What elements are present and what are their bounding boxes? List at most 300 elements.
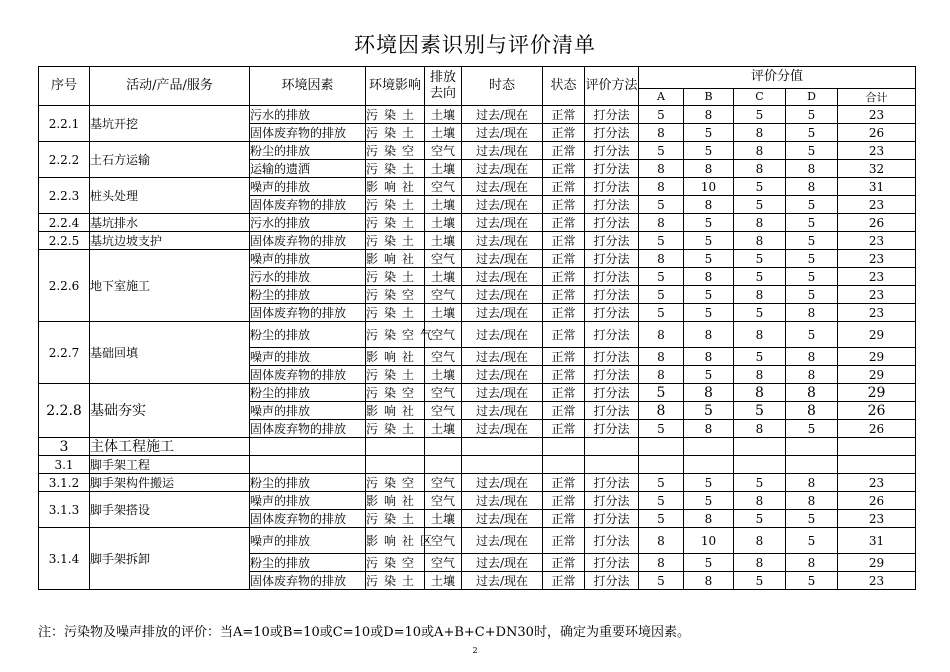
tense-cell: 过去/现在 — [462, 402, 543, 420]
score-a-cell: 5 — [639, 572, 684, 590]
state-cell: 正常 — [543, 420, 585, 438]
impact-cell: 污染土 — [366, 510, 425, 528]
score-d-cell: 8 — [786, 348, 838, 366]
method-cell: 打分法 — [585, 304, 639, 322]
score-b-cell: 8 — [684, 106, 734, 124]
activity-cell: 基坑开挖 — [90, 106, 250, 142]
method-cell: 打分法 — [585, 420, 639, 438]
tense-cell: 过去/现在 — [462, 366, 543, 384]
tense-cell: 过去/现在 — [462, 142, 543, 160]
score-c-cell: 8 — [734, 124, 786, 142]
impact-cell: 污染土 — [366, 572, 425, 590]
method-cell: 打分法 — [585, 268, 639, 286]
factor-cell: 粉尘的排放 — [250, 286, 366, 304]
direction-cell — [425, 456, 462, 474]
score-d-cell: 8 — [786, 402, 838, 420]
table-row — [39, 106, 916, 124]
seq-cell: 3.1 — [39, 456, 90, 474]
score-c-cell — [734, 456, 786, 474]
state-cell: 正常 — [543, 384, 585, 402]
table-row — [39, 250, 916, 268]
factor-cell: 粉尘的排放 — [250, 384, 366, 402]
score-a-cell: 5 — [639, 268, 684, 286]
score-total-cell: 32 — [838, 160, 916, 178]
score-d-cell: 5 — [786, 106, 838, 124]
tense-cell: 过去/现在 — [462, 268, 543, 286]
score-a-cell: 8 — [639, 250, 684, 268]
table-row — [39, 384, 916, 402]
score-b-cell: 5 — [684, 142, 734, 160]
impact-cell: 污染土 — [366, 196, 425, 214]
score-total-cell: 23 — [838, 142, 916, 160]
score-total-cell: 23 — [838, 250, 916, 268]
tense-cell: 过去/现在 — [462, 214, 543, 232]
state-cell — [543, 456, 585, 474]
score-b-cell: 8 — [684, 348, 734, 366]
score-d-cell — [786, 456, 838, 474]
impact-cell: 影响社 — [366, 492, 425, 510]
score-d-cell: 8 — [786, 492, 838, 510]
state-cell: 正常 — [543, 214, 585, 232]
tense-cell: 过去/现在 — [462, 348, 543, 366]
factor-cell: 固体废弃物的排放 — [250, 196, 366, 214]
table-row — [39, 456, 916, 474]
score-a-cell: 5 — [639, 510, 684, 528]
score-c-cell: 5 — [734, 304, 786, 322]
score-c-cell: 8 — [734, 322, 786, 348]
score-d-cell: 5 — [786, 322, 838, 348]
factor-cell: 噪声的排放 — [250, 178, 366, 196]
table-body — [39, 106, 916, 590]
factor-cell: 运输的遗洒 — [250, 160, 366, 178]
score-a-cell: 5 — [639, 384, 684, 402]
score-total-cell — [838, 438, 916, 456]
tense-cell: 过去/现在 — [462, 528, 543, 554]
state-cell: 正常 — [543, 142, 585, 160]
score-a-cell: 8 — [639, 402, 684, 420]
impact-cell — [366, 438, 425, 456]
score-c-cell: 8 — [734, 384, 786, 402]
method-cell: 打分法 — [585, 510, 639, 528]
method-cell: 打分法 — [585, 106, 639, 124]
method-cell: 打分法 — [585, 196, 639, 214]
impact-cell: 污染土 — [366, 304, 425, 322]
tense-cell: 过去/现在 — [462, 160, 543, 178]
table-row — [39, 438, 916, 456]
tense-cell — [462, 438, 543, 456]
score-a-cell: 5 — [639, 304, 684, 322]
factor-cell — [250, 456, 366, 474]
seq-cell: 2.2.3 — [39, 178, 90, 214]
score-d-cell: 8 — [786, 304, 838, 322]
direction-cell: 空气 — [425, 492, 462, 510]
method-cell: 打分法 — [585, 124, 639, 142]
activity-cell: 脚手架工程 — [90, 456, 250, 474]
state-cell: 正常 — [543, 528, 585, 554]
factor-cell: 噪声的排放 — [250, 528, 366, 554]
score-c-cell: 8 — [734, 142, 786, 160]
score-a-cell: 5 — [639, 286, 684, 304]
score-c-cell: 8 — [734, 554, 786, 572]
seq-cell: 2.2.8 — [39, 384, 90, 438]
impact-cell: 污染土 — [366, 124, 425, 142]
score-d-cell: 8 — [786, 366, 838, 384]
state-cell: 正常 — [543, 268, 585, 286]
state-cell: 正常 — [543, 232, 585, 250]
direction-cell: 土壤 — [425, 214, 462, 232]
score-b-cell: 5 — [684, 214, 734, 232]
activity-cell: 脚手架搭设 — [90, 492, 250, 528]
impact-cell: 污染空 — [366, 286, 425, 304]
factor-cell: 固体废弃物的排放 — [250, 232, 366, 250]
method-cell: 打分法 — [585, 286, 639, 304]
state-cell: 正常 — [543, 510, 585, 528]
score-b-cell: 10 — [684, 528, 734, 554]
impact-cell: 污染土 — [366, 160, 425, 178]
tense-cell: 过去/现在 — [462, 124, 543, 142]
score-a-cell — [639, 438, 684, 456]
factor-cell: 噪声的排放 — [250, 492, 366, 510]
score-d-cell: 8 — [786, 384, 838, 402]
score-total-cell: 26 — [838, 492, 916, 510]
state-cell: 正常 — [543, 124, 585, 142]
method-cell — [585, 438, 639, 456]
direction-cell: 空气 — [425, 402, 462, 420]
score-a-cell: 8 — [639, 366, 684, 384]
impact-cell: 污染空 — [366, 554, 425, 572]
score-total-cell: 23 — [838, 268, 916, 286]
score-d-cell: 5 — [786, 268, 838, 286]
impact-cell: 污染土 — [366, 106, 425, 124]
header-state: 状态 — [543, 67, 585, 106]
activity-cell: 主体工程施工 — [90, 438, 250, 456]
score-b-cell: 5 — [684, 492, 734, 510]
score-total-cell: 29 — [838, 348, 916, 366]
score-d-cell: 8 — [786, 160, 838, 178]
header-score-a: A — [639, 88, 684, 105]
method-cell: 打分法 — [585, 554, 639, 572]
tense-cell: 过去/现在 — [462, 304, 543, 322]
activity-cell: 脚手架构件搬运 — [90, 474, 250, 492]
score-b-cell: 5 — [684, 250, 734, 268]
score-c-cell: 5 — [734, 572, 786, 590]
seq-cell: 2.2.1 — [39, 106, 90, 142]
header-seq: 序号 — [39, 67, 90, 106]
direction-cell — [425, 438, 462, 456]
score-c-cell: 5 — [734, 348, 786, 366]
direction-cell: 土壤 — [425, 232, 462, 250]
header-scores: 评价分值 — [639, 67, 916, 89]
direction-cell: 空气 — [425, 348, 462, 366]
tense-cell: 过去/现在 — [462, 250, 543, 268]
table-row — [39, 214, 916, 232]
page-number: 2 — [472, 646, 478, 655]
score-a-cell: 8 — [639, 348, 684, 366]
method-cell: 打分法 — [585, 572, 639, 590]
score-b-cell: 8 — [684, 384, 734, 402]
score-c-cell: 8 — [734, 528, 786, 554]
state-cell: 正常 — [543, 196, 585, 214]
score-total-cell — [838, 456, 916, 474]
activity-cell: 桩头处理 — [90, 178, 250, 214]
activity-cell: 地下室施工 — [90, 250, 250, 322]
tense-cell: 过去/现在 — [462, 384, 543, 402]
score-d-cell: 5 — [786, 286, 838, 304]
method-cell: 打分法 — [585, 214, 639, 232]
score-a-cell: 5 — [639, 196, 684, 214]
page-title: 环境因素识别与评价清单 — [354, 33, 596, 57]
score-a-cell: 8 — [639, 554, 684, 572]
factor-cell: 粉尘的排放 — [250, 474, 366, 492]
score-d-cell: 5 — [786, 510, 838, 528]
direction-cell: 土壤 — [425, 196, 462, 214]
score-c-cell: 8 — [734, 286, 786, 304]
score-total-cell: 23 — [838, 106, 916, 124]
state-cell: 正常 — [543, 366, 585, 384]
score-b-cell: 10 — [684, 178, 734, 196]
score-c-cell: 5 — [734, 510, 786, 528]
activity-cell: 脚手架拆卸 — [90, 528, 250, 590]
factor-cell: 污水的排放 — [250, 268, 366, 286]
tense-cell: 过去/现在 — [462, 178, 543, 196]
environment-factor-table — [38, 66, 916, 590]
score-total-cell: 31 — [838, 178, 916, 196]
impact-cell: 污染空 — [366, 474, 425, 492]
direction-cell: 空气 — [425, 474, 462, 492]
impact-cell: 影响社 — [366, 178, 425, 196]
direction-cell: 土壤 — [425, 268, 462, 286]
score-total-cell: 29 — [838, 366, 916, 384]
factor-cell: 污水的排放 — [250, 214, 366, 232]
method-cell: 打分法 — [585, 384, 639, 402]
direction-cell: 土壤 — [425, 510, 462, 528]
impact-cell: 影响社 — [366, 250, 425, 268]
score-c-cell: 8 — [734, 160, 786, 178]
state-cell: 正常 — [543, 322, 585, 348]
impact-cell — [366, 456, 425, 474]
impact-cell: 影响社 — [366, 402, 425, 420]
factor-cell: 污水的排放 — [250, 106, 366, 124]
state-cell: 正常 — [543, 160, 585, 178]
score-c-cell: 5 — [734, 196, 786, 214]
factor-cell: 粉尘的排放 — [250, 142, 366, 160]
seq-cell: 2.2.5 — [39, 232, 90, 250]
direction-cell: 土壤 — [425, 304, 462, 322]
table-row — [39, 178, 916, 196]
score-b-cell: 8 — [684, 572, 734, 590]
state-cell: 正常 — [543, 572, 585, 590]
score-b-cell: 5 — [684, 304, 734, 322]
direction-cell: 土壤 — [425, 106, 462, 124]
tense-cell: 过去/现在 — [462, 572, 543, 590]
score-total-cell: 29 — [838, 322, 916, 348]
direction-cell: 空气 — [425, 250, 462, 268]
score-d-cell: 5 — [786, 142, 838, 160]
state-cell: 正常 — [543, 492, 585, 510]
header-factor: 环境因素 — [250, 67, 366, 106]
score-a-cell: 8 — [639, 322, 684, 348]
score-d-cell: 8 — [786, 554, 838, 572]
impact-cell: 污染空气 — [366, 322, 425, 348]
impact-cell: 污染土 — [366, 420, 425, 438]
score-b-cell: 5 — [684, 366, 734, 384]
score-c-cell: 8 — [734, 366, 786, 384]
score-a-cell: 5 — [639, 106, 684, 124]
direction-cell: 空气 — [425, 384, 462, 402]
tense-cell: 过去/现在 — [462, 474, 543, 492]
score-total-cell: 23 — [838, 510, 916, 528]
score-d-cell: 5 — [786, 572, 838, 590]
state-cell: 正常 — [543, 474, 585, 492]
header-method: 评价方法 — [585, 67, 639, 106]
factor-cell — [250, 438, 366, 456]
factor-cell: 噪声的排放 — [250, 402, 366, 420]
score-b-cell: 8 — [684, 322, 734, 348]
header-tense: 时态 — [462, 67, 543, 106]
table-row — [39, 474, 916, 492]
direction-cell: 空气 — [425, 142, 462, 160]
score-total-cell: 29 — [838, 384, 916, 402]
tense-cell — [462, 456, 543, 474]
score-total-cell: 23 — [838, 286, 916, 304]
direction-cell: 土壤 — [425, 366, 462, 384]
score-c-cell: 8 — [734, 492, 786, 510]
score-total-cell: 26 — [838, 402, 916, 420]
tense-cell: 过去/现在 — [462, 196, 543, 214]
table-row — [39, 528, 916, 554]
method-cell: 打分法 — [585, 492, 639, 510]
direction-cell: 空气 — [425, 286, 462, 304]
score-c-cell: 5 — [734, 178, 786, 196]
direction-cell: 空气 — [425, 178, 462, 196]
impact-cell: 影响社 — [366, 348, 425, 366]
score-c-cell: 8 — [734, 214, 786, 232]
header-direction: 排放去向 — [425, 67, 462, 106]
score-b-cell: 8 — [684, 268, 734, 286]
header-score-c: C — [734, 88, 786, 105]
score-b-cell: 5 — [684, 554, 734, 572]
tense-cell: 过去/现在 — [462, 420, 543, 438]
score-d-cell: 8 — [786, 178, 838, 196]
seq-cell: 3.1.2 — [39, 474, 90, 492]
score-d-cell — [786, 438, 838, 456]
score-a-cell: 8 — [639, 124, 684, 142]
direction-cell: 土壤 — [425, 160, 462, 178]
score-c-cell: 5 — [734, 474, 786, 492]
score-d-cell: 5 — [786, 232, 838, 250]
tense-cell: 过去/现在 — [462, 322, 543, 348]
score-b-cell: 5 — [684, 402, 734, 420]
score-b-cell: 5 — [684, 286, 734, 304]
header-impact: 环境影响 — [366, 67, 425, 106]
score-c-cell — [734, 438, 786, 456]
score-b-cell — [684, 438, 734, 456]
state-cell: 正常 — [543, 250, 585, 268]
state-cell: 正常 — [543, 106, 585, 124]
score-total-cell: 31 — [838, 528, 916, 554]
header-score-total: 合计 — [838, 88, 916, 105]
state-cell — [543, 438, 585, 456]
impact-cell: 影响社区 — [366, 528, 425, 554]
seq-cell: 2.2.4 — [39, 214, 90, 232]
table-row — [39, 322, 916, 348]
score-a-cell: 5 — [639, 474, 684, 492]
score-total-cell: 26 — [838, 420, 916, 438]
score-d-cell: 5 — [786, 124, 838, 142]
score-d-cell: 5 — [786, 214, 838, 232]
factor-cell: 噪声的排放 — [250, 250, 366, 268]
method-cell: 打分法 — [585, 402, 639, 420]
tense-cell: 过去/现在 — [462, 510, 543, 528]
table-row — [39, 232, 916, 250]
factor-cell: 粉尘的排放 — [250, 554, 366, 572]
score-c-cell: 5 — [734, 402, 786, 420]
table-row — [39, 142, 916, 160]
score-total-cell: 26 — [838, 214, 916, 232]
score-b-cell: 5 — [684, 124, 734, 142]
score-a-cell: 5 — [639, 142, 684, 160]
score-a-cell: 8 — [639, 214, 684, 232]
header-activity: 活动/产品/服务 — [90, 67, 250, 106]
factor-cell: 固体废弃物的排放 — [250, 304, 366, 322]
method-cell: 打分法 — [585, 528, 639, 554]
activity-cell: 土石方运输 — [90, 142, 250, 178]
score-a-cell: 8 — [639, 178, 684, 196]
score-total-cell: 23 — [838, 196, 916, 214]
method-cell: 打分法 — [585, 142, 639, 160]
factor-cell: 噪声的排放 — [250, 348, 366, 366]
state-cell: 正常 — [543, 402, 585, 420]
seq-cell: 2.2.6 — [39, 250, 90, 322]
activity-cell: 基础夯实 — [90, 384, 250, 438]
score-d-cell: 8 — [786, 474, 838, 492]
score-c-cell: 5 — [734, 106, 786, 124]
score-d-cell: 5 — [786, 420, 838, 438]
score-total-cell: 29 — [838, 554, 916, 572]
direction-cell: 土壤 — [425, 124, 462, 142]
score-a-cell: 5 — [639, 420, 684, 438]
score-a-cell — [639, 456, 684, 474]
method-cell: 打分法 — [585, 366, 639, 384]
score-total-cell: 23 — [838, 572, 916, 590]
factor-cell: 固体废弃物的排放 — [250, 124, 366, 142]
score-a-cell: 8 — [639, 528, 684, 554]
state-cell: 正常 — [543, 286, 585, 304]
activity-cell: 基坑排水 — [90, 214, 250, 232]
tense-cell: 过去/现在 — [462, 106, 543, 124]
score-b-cell: 8 — [684, 196, 734, 214]
score-b-cell — [684, 456, 734, 474]
method-cell: 打分法 — [585, 322, 639, 348]
impact-cell: 污染空 — [366, 142, 425, 160]
impact-cell: 污染土 — [366, 232, 425, 250]
tense-cell: 过去/现在 — [462, 232, 543, 250]
direction-cell: 土壤 — [425, 572, 462, 590]
score-total-cell: 26 — [838, 124, 916, 142]
method-cell: 打分法 — [585, 348, 639, 366]
score-c-cell: 5 — [734, 268, 786, 286]
tense-cell: 过去/现在 — [462, 492, 543, 510]
tense-cell: 过去/现在 — [462, 286, 543, 304]
seq-cell: 3 — [39, 438, 90, 456]
header-score-d: D — [786, 88, 838, 105]
score-a-cell: 5 — [639, 232, 684, 250]
direction-cell: 空气 — [425, 322, 462, 348]
state-cell: 正常 — [543, 348, 585, 366]
header-score-b: B — [684, 88, 734, 105]
direction-cell: 空气 — [425, 554, 462, 572]
seq-cell: 3.1.3 — [39, 492, 90, 528]
